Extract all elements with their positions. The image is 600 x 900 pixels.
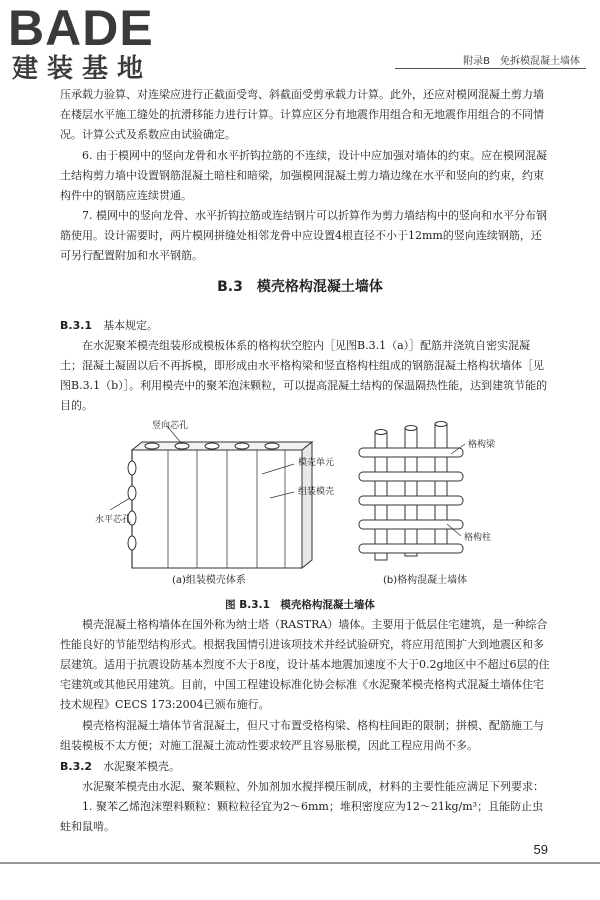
- figure-caption: 图 B.3.1 模壳格构混凝土墙体: [225, 599, 375, 611]
- body-paragraph-2: 模壳格构混凝土墙体节省混凝土，但尺寸布置受格构梁、格构柱间距的限制；拼模、配筋施工与组装模板不太方便；对施工混凝土流动性要求较严且容易胀模，因此工程应用尚不多。: [60, 719, 544, 752]
- label-assembled-shell: 组装模壳: [298, 487, 335, 497]
- label-horizontal-hole: 水平芯孔: [95, 515, 132, 525]
- logo-wordmark: BADE: [8, 0, 154, 56]
- label-shell-unit: 模壳单元: [298, 458, 335, 468]
- clause-heading: 基本规定。: [103, 319, 159, 332]
- intro-paragraph-1: 压承载力验算、对连梁应进行正截面受弯、斜截面受剪承载力计算。此外，还应对模网混凝土剪力墙在楼层水平施工缝处的抗滑移能力进行计算。计算应区分有地震作用组合和无地震作用组合的不同情况。计算公式及系数应由试验确定。: [60, 88, 544, 141]
- intro-paragraph-2: 6. 由于模网中的竖向龙骨和水平折钩拉筋的不连续，设计中应加强对墙体的约束。应在模网混凝土结构剪力墙中设置钢筋混凝土暗柱和暗梁，加强模网混凝土剪力墙边缘在水平和竖向的约束，约束构件中的钢筋应连续贯通。: [60, 149, 547, 202]
- clause-number: B.3.2: [60, 760, 93, 773]
- figure-b-caption: (b)格构混凝土墙体: [383, 575, 468, 586]
- footer-rule: [0, 862, 600, 864]
- intro-paragraph-3: 7. 模网中的竖向龙骨、水平折钩拉筋或连结钢片可以折算作为剪力墙结构中的竖向和水平分布钢筋使用。设计需要时，两片模网拼缝处相邻龙骨中应设置4根直径不小于12mm的竖向连续钢筋，还可另行配置附加和水平钢筋。: [60, 209, 547, 262]
- label-lattice-column: 格构柱: [464, 533, 492, 543]
- clause-b32-item-1: 1. 聚苯乙烯泡沫塑料颗粒：颗粒粒径宜为2～6mm；堆积密度应为12～21kg/m³；且能防止虫蛀和鼠啃。: [60, 800, 544, 833]
- section-title: B.3 模壳格构混凝土墙体: [217, 279, 383, 295]
- running-head: 附录B 免拆模混凝土墙体: [463, 56, 580, 67]
- label-lattice-beam: 格构梁: [468, 440, 496, 450]
- figure-a-caption: (a)组装模壳体系: [172, 575, 246, 586]
- header-rule: [395, 68, 586, 69]
- page-number: 59: [533, 842, 548, 857]
- clause-number: B.3.1: [60, 319, 93, 332]
- label-vertical-hole: 竖向芯孔: [152, 421, 189, 431]
- figure-a-assembled-shell: [90, 418, 340, 578]
- logo: [8, 2, 154, 84]
- logo-subtitle: 建装基地: [12, 54, 153, 84]
- clause-b32-paragraph: 水泥聚苯模壳由水泥、聚苯颗粒、外加剂加水搅拌模压制成，材料的主要性能应满足下列要求：: [82, 780, 544, 793]
- clause-b31-paragraph: 在水泥聚苯模壳组装形成模板体系的格构状空腔内［见图B.3.1（a）］配筋并浇筑自密实混凝土；混凝土凝固以后不再拆模，即形成由水平格构梁和竖直格构柱组成的钢筋混凝土格构状墙体［见图B.3.1（b）］。利用模壳中的聚苯泡沫颗粒，可以提高混凝土结构的保温隔热性能，达到建筑节能的目的。: [60, 339, 548, 412]
- clause-b32-heading: [60, 757, 550, 777]
- body-paragraph-1: 模壳混凝土格构墙体在国外称为纳士塔（RASTRA）墙体。主要用于低层住宅建筑，是一种综合性能良好的节能型结构形式。根据我国情引进该项技术并经试验研究，将应用范围扩大到地震区和多层建筑。适用于抗震设防基本烈度不大于8度，设计基本地震加速度不大于0.2g地区中不超过6层的住宅建筑或其他民用建筑。目前，中国工程建设标准化协会标准《水泥聚苯模壳格构式混凝土墙体住宅技术规程》CECS 173:2004已颁布施行。: [60, 618, 550, 711]
- clause-heading: 水泥聚苯模壳。: [103, 760, 181, 773]
- clause-b31-heading: [60, 316, 550, 336]
